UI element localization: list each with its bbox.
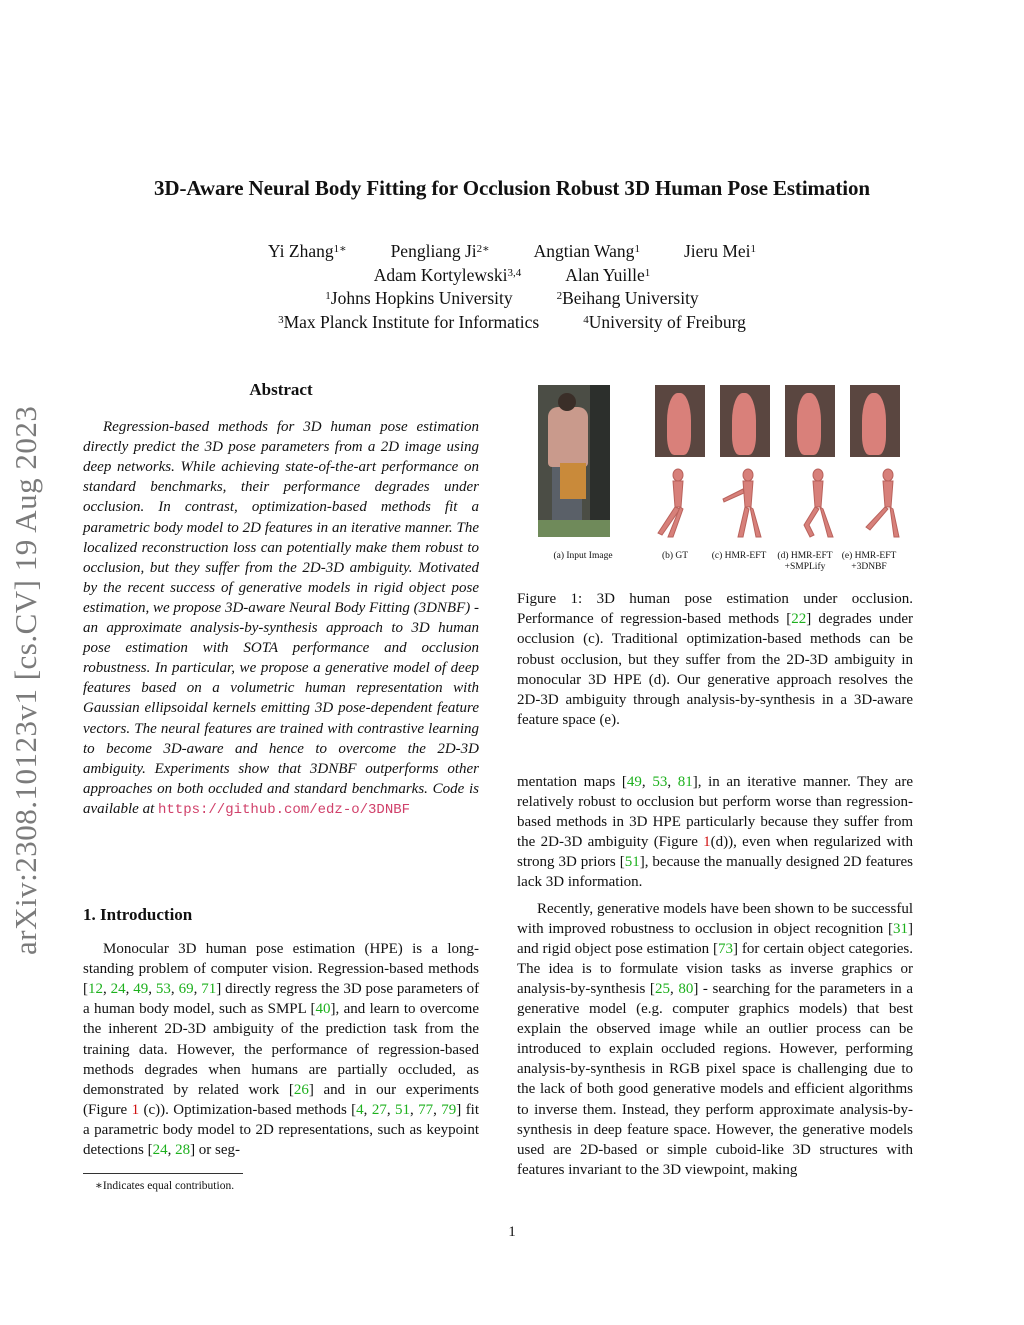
figure-1-caption: [517, 589, 913, 730]
right-p2-text: Recently, generative models have been shown to be successful with improved robustness to occlusion in object recognition [: [517, 900, 913, 937]
affiliation-1: $^2$Beihang University: [556, 288, 699, 308]
citation[interactable]: 51: [394, 1101, 410, 1118]
citation[interactable]: 27: [371, 1101, 387, 1118]
author-row2-1: Alan Yuille$^1$: [565, 264, 651, 285]
abstract-text: [83, 417, 479, 820]
code-link[interactable]: https://github.com/edz-o/3DNBF: [158, 801, 411, 818]
intro-text: (c)). Optimization-based methods [: [139, 1101, 357, 1118]
citation[interactable]: 81: [677, 774, 693, 790]
author-row-1: [0, 240, 1024, 264]
caption-text: ] degrades under occlusion (c). Traditional optimization-based methods can be robust occlusion, but they suffer from the 2D-3D ambiguity in monocular 3D HPE (d). Our generative approach resolves the 2D-3D ambiguity through analysis-by-synthesis in a 3D-aware feature space (e).: [517, 611, 913, 729]
figure-1: [538, 385, 900, 570]
intro-text: ,: [170, 981, 179, 998]
footnote-rule: [83, 1173, 243, 1174]
intro-text: ,: [167, 1142, 176, 1159]
smplify-overlay: [785, 385, 835, 457]
right-p1-text: ], because the manually designed 2D features lack 3D information.: [517, 854, 913, 891]
citation[interactable]: 69: [178, 981, 194, 998]
right-column-text: [517, 772, 913, 1180]
citation[interactable]: 53: [155, 981, 171, 998]
subcaption-a: (a) Input Image: [553, 551, 613, 561]
abstract-body: Regression-based methods for 3D human pose estimation directly predict the 3D pose parameters from a 2D image using deep networks. While achieving state-of-the-art performance on standard benchmarks, their performance degrades under occlusion. In contrast, optimization-based methods fit a parametric body model to 2D features in an iterative manner. The localized reconstruction loss can potentially make them robust to occlusion, but they suffer from the 2D-3D ambiguity. Motivated by the recent success of generative models in rigid object pose estimation, we propose 3D-aware Neural Body Fitting (3DNBF) - an approximate analysis-by-synthesis approach to 3D human pose estimation with SOTA performance and occlusion robustness. In particular, we propose a generative model of deep features based on a volumetric human representation with Gaussian ellipsoidal kernels emitting 3D pose-dependent feature vectors. The neural features are trained with contrastive learning to become 3D-aware and hence to overcome the 2D-3D ambiguity. Experiments show that 3DNBF outperforms other approaches on both occluded and standard benchmarks. Code is available at: [83, 419, 479, 817]
citation[interactable]: 4: [356, 1101, 364, 1118]
intro-text: ], and learn to overcome the inherent 2D-3D ambiguity of the prediction task from the training data. However, the performance of regression-based methods degrades when humans are partially occluded, as demonstrated by related work [: [83, 1001, 479, 1098]
introduction-section: [83, 905, 479, 1160]
right-p2-text: ] and rigid object pose estimation [: [517, 920, 913, 957]
subcaption-d: (d) HMR-EFT +SMPLify: [777, 551, 833, 572]
citation[interactable]: 22: [791, 611, 807, 628]
intro-paragraph-1: [83, 939, 479, 1160]
subcaption-b: (b) GT: [661, 551, 689, 561]
right-p1-text: ,: [641, 774, 653, 790]
figure-ref[interactable]: 1: [131, 1101, 140, 1118]
right-paragraph-1: [517, 772, 913, 893]
right-p1-text: ,: [667, 774, 678, 790]
affiliation-row-1: [0, 287, 1024, 311]
right-p1-text: mentation maps [: [517, 774, 627, 790]
citation[interactable]: 26: [293, 1081, 309, 1098]
intro-text: ,: [148, 981, 156, 998]
intro-text: ] directly regress the 3D pose parameters of a human body model, such as SMPL [: [83, 981, 480, 1018]
footnote: ∗Indicates equal contribution.: [95, 1180, 235, 1192]
citation[interactable]: 49: [626, 774, 642, 790]
intro-text: ,: [433, 1101, 442, 1118]
right-p2-text: ,: [669, 980, 679, 997]
affiliation-row2-0: $^3$Max Planck Institute for Informatics: [278, 311, 540, 332]
intro-text: ,: [409, 1101, 419, 1118]
citation[interactable]: 24: [110, 981, 126, 998]
author-1: Pengliang $Ji^{2∗}$: [390, 241, 490, 261]
citation[interactable]: 71: [201, 981, 217, 998]
citation[interactable]: 24: [152, 1142, 168, 1159]
3dnbf-overlay: [850, 385, 900, 457]
intro-text: ,: [103, 981, 111, 998]
intro-text: ,: [386, 1101, 395, 1118]
citation[interactable]: 25: [654, 980, 670, 997]
introduction-heading: 1. Introduction: [83, 905, 193, 924]
author-row2-0: Adam Kortylewski$^{3,4}$: [373, 264, 522, 285]
intro-text: ] or seg-: [190, 1142, 241, 1159]
citation[interactable]: 49: [133, 981, 149, 998]
citation[interactable]: 12: [88, 981, 103, 998]
right-p2-text: ] for certain object categories. The idea is to formulate vision tasks as inverse graphics or analysis-by-synthesis [: [517, 940, 913, 997]
intro-text: ] and in our experiments (Figure: [83, 1081, 479, 1118]
right-p2-text: ] - searching for the parameters in a generative model (e.g. computer graphics models) that best explain the observed image while an outlier process can be introduced to explain occluded regions. However, performing analysis-by-synthesis in RGB pixel space is challenging due to the lack of both good generative models and efficient algorithms to inverse them. Instead, they perform approximate analysis-by-synthesis in deep feature space. However, the generative models used are 2D-based or simple cuboid-like 3D structures with features invariant to the 3D viewpoint, making: [517, 980, 913, 1178]
page-number: 1: [508, 1224, 516, 1240]
intro-text: Monocular 3D human pose estimation (HPE) is a long-standing problem of computer vision. Regression-based methods [: [83, 941, 479, 998]
caption-text: Figure 1: 3D human pose estimation under occlusion. Performance of regression-based methods [: [517, 591, 913, 628]
gt-overlay: [655, 385, 705, 457]
citation[interactable]: 40: [315, 1001, 331, 1018]
citation[interactable]: 80: [678, 980, 694, 997]
affiliation-row2-1: $^4$University of Freiburg: [583, 311, 746, 332]
subcaption-c: (c) HMR-EFT: [711, 551, 767, 561]
subcaption-e: (e) HMR-EFT +3DNBF: [841, 551, 897, 572]
abstract-section: [83, 380, 479, 820]
author-0: Yi Zhang$^{1∗}$: [267, 241, 347, 261]
author-2: Angtian Wang$^1$: [533, 241, 640, 261]
arxiv-stamp: arXiv:2308.10123v1 [cs.CV] 19 Aug 2023: [8, 405, 43, 955]
author-3: Jieru Mei$^1$: [683, 241, 757, 261]
right-p1-text: ], in an iterative manner. They are relatively robust to occlusion but perform worse than regression-based methods in 3D HPE particularly because they suffer from the 2D-3D ambiguity (Figure: [517, 774, 913, 851]
citation[interactable]: 51: [624, 854, 640, 871]
intro-text: ,: [125, 981, 134, 998]
intro-text: ] fit a parametric body model to 2D representations, such as keypoint detections [: [83, 1101, 480, 1159]
intro-text: ,: [363, 1101, 372, 1118]
side-view-meshes: [638, 465, 900, 540]
citation[interactable]: 73: [718, 940, 733, 957]
citation[interactable]: 53: [652, 774, 668, 790]
author-block: [0, 240, 1024, 334]
citation[interactable]: 77: [418, 1101, 434, 1118]
right-paragraph-2: [517, 899, 913, 1180]
paper-title: 3D-Aware Neural Body Fitting for Occlusion Robust 3D Human Pose Estimation: [154, 176, 870, 200]
figure-ref[interactable]: 1: [703, 834, 711, 851]
citation[interactable]: 79: [441, 1101, 457, 1118]
abstract-heading: Abstract: [249, 380, 313, 399]
citation[interactable]: 31: [893, 920, 908, 937]
author-row-2: [0, 264, 1024, 288]
right-p1-text: (d)), even when regularized with strong 3D priors [: [517, 834, 913, 871]
affiliation-row-2: [0, 311, 1024, 335]
input-image: [538, 385, 610, 537]
affiliation-0: $^1$Johns Hopkins University: [325, 288, 513, 308]
intro-text: ,: [193, 981, 202, 998]
citation[interactable]: 28: [175, 1142, 191, 1159]
hmr-eft-overlay: [720, 385, 770, 457]
